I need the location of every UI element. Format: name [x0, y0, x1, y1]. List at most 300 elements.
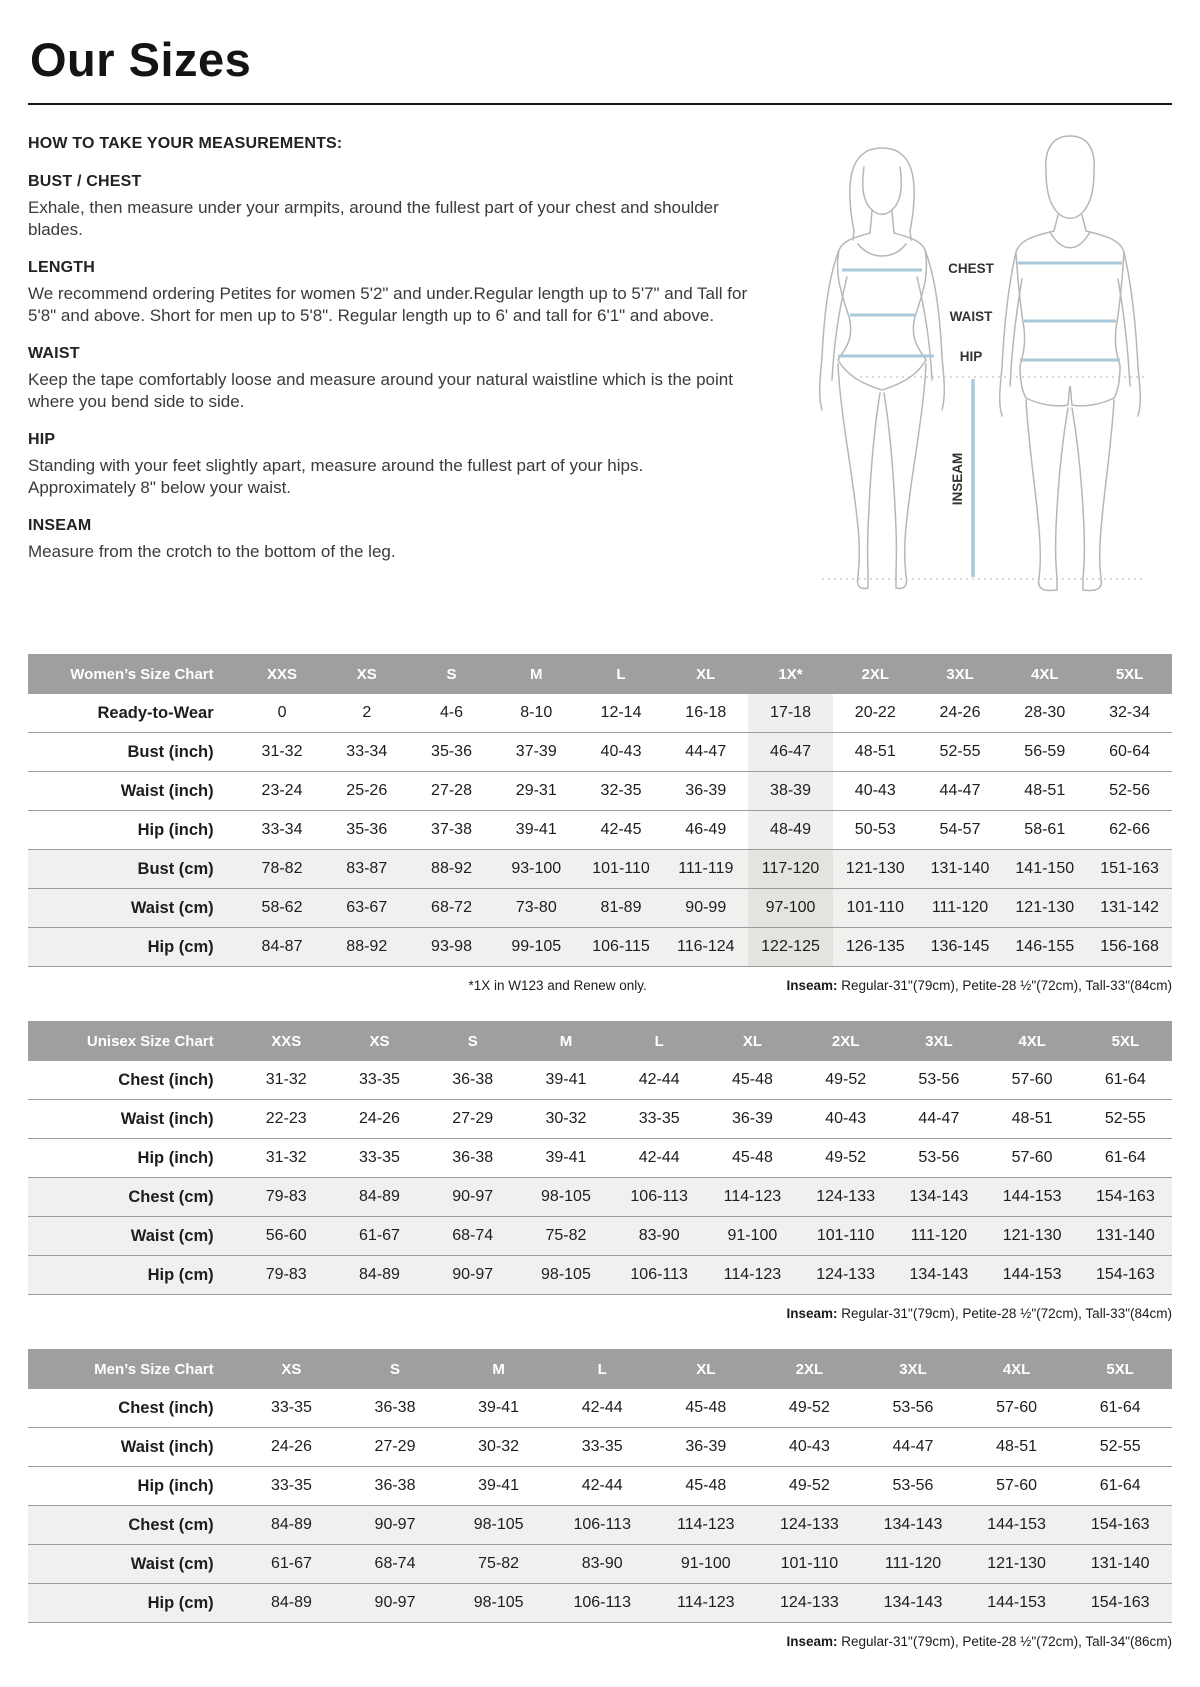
chart-title: Unisex Size Chart	[28, 1021, 240, 1061]
measurement-cell: 61-67	[270, 1555, 312, 1572]
measurement-cell: 36-39	[685, 1438, 727, 1455]
size-column-header: 4XL	[1002, 654, 1087, 694]
measurement-cell: 45-48	[731, 1071, 773, 1088]
instruction-body: We recommend ordering Petites for women 5'2" and under.Regular length up to 5'7" and Tall for 5'8" and above. Short for men up to 5'8". Regular length up to 6' and tall for 6'1" and above.	[28, 283, 748, 326]
measurement-cell: 24-26	[270, 1438, 312, 1455]
measurement-cell: 144-153	[987, 1594, 1046, 1611]
measurement-cell: 4-6	[439, 704, 464, 721]
measurement-cell: 154-163	[1090, 1594, 1150, 1611]
measurement-cell: 75-82	[545, 1227, 587, 1244]
measurement-cell: 151-163	[1100, 860, 1159, 877]
measurement-cell: 49-52	[825, 1071, 867, 1088]
table-row	[28, 928, 1172, 967]
table-row	[28, 1178, 1172, 1217]
instruction-waist	[28, 345, 754, 414]
measurement-cell: 90-97	[452, 1188, 494, 1205]
measurement-cell: 106-113	[630, 1188, 688, 1205]
measurement-cell: 33-35	[359, 1149, 400, 1166]
measurement-cell: 31-32	[265, 1071, 307, 1088]
measurement-cell: 101-110	[592, 860, 650, 877]
mens-chart-footnotes	[28, 1634, 1172, 1651]
measurement-cell: 23-24	[261, 782, 303, 799]
row-label: Hip (cm)	[147, 937, 214, 956]
table-row	[28, 1584, 1172, 1623]
measurement-cell: 57-60	[996, 1477, 1038, 1494]
instruction-title: INSEAM	[28, 516, 92, 534]
measurement-cell: 83-90	[638, 1227, 680, 1244]
measurement-cell: 53-56	[892, 1399, 934, 1416]
measurement-cell: 0	[277, 704, 287, 721]
measurement-cell: 73-80	[515, 899, 557, 916]
measurement-cell: 31-32	[261, 743, 303, 760]
table-row	[28, 811, 1172, 850]
instruction-body: Measure from the crotch to the bottom of the leg.	[28, 541, 396, 561]
table-row	[28, 1389, 1172, 1428]
size-column-header: XL	[654, 1349, 758, 1389]
measurement-cell: 52-55	[939, 743, 981, 760]
table-row	[28, 1061, 1172, 1100]
measurement-cell: 84-89	[270, 1516, 312, 1533]
size-column-header: S	[409, 654, 494, 694]
measurement-cell: 36-39	[731, 1110, 773, 1127]
row-label: Waist (cm)	[130, 1226, 214, 1245]
measurement-cell: 114-123	[677, 1594, 735, 1611]
measurement-cell: 156-168	[1100, 938, 1159, 955]
measurement-cell: 35-36	[431, 743, 472, 760]
measurement-cell: 60-64	[1109, 743, 1151, 760]
womens-size-chart	[28, 654, 1172, 967]
measurement-cell: 111-119	[678, 860, 734, 877]
measurement-cell: 101-110	[816, 1227, 875, 1244]
measurement-cell: 39-41	[478, 1399, 520, 1416]
measurement-cell: 44-47	[892, 1438, 934, 1455]
measurement-cell: 63-67	[346, 899, 388, 916]
size-column-header: 4XL	[965, 1349, 1069, 1389]
inseam-footnote-text: Regular-31"(79cm), Petite-28 ½"(72cm), Tall-33"(84cm)	[837, 1306, 1172, 1321]
measurement-cell: 79-83	[265, 1188, 307, 1205]
measurement-cell: 38-39	[748, 772, 833, 811]
inseam-footnote-text: Regular-31"(79cm), Petite-28 ½"(72cm), Tall-34"(86cm)	[837, 1634, 1172, 1649]
row-label: Hip (inch)	[137, 1476, 214, 1495]
size-column-header: L	[550, 1349, 654, 1389]
measurement-cell: 50-53	[854, 821, 896, 838]
size-column-header: M	[494, 654, 579, 694]
size-column-header: M	[519, 1021, 612, 1061]
measurement-cell: 91-100	[727, 1227, 778, 1244]
unisex-size-chart	[28, 1021, 1172, 1295]
row-label: Hip (inch)	[137, 1148, 214, 1167]
chart-title: Men’s Size Chart	[28, 1349, 240, 1389]
measurement-cell: 154-163	[1096, 1188, 1155, 1205]
measurement-cell: 68-74	[452, 1227, 494, 1244]
measurement-cell: 98-105	[473, 1516, 524, 1533]
size-column-header: XL	[663, 654, 748, 694]
instruction-length	[28, 259, 754, 328]
body-measurement-illustration	[770, 127, 1172, 605]
instruction-hip	[28, 431, 754, 500]
measurement-cell: 12-14	[600, 704, 642, 721]
table-row	[28, 850, 1172, 889]
measurement-cell: 42-45	[600, 821, 642, 838]
measurement-cell: 99-105	[511, 938, 562, 955]
measurement-cell: 61-64	[1104, 1071, 1146, 1088]
inseam-footnote-text: Regular-31"(79cm), Petite-28 ½"(72cm), Tall-33"(84cm)	[837, 978, 1172, 993]
measurement-cell: 124-133	[816, 1188, 875, 1205]
measurement-cell: 101-110	[780, 1555, 839, 1572]
measurement-cell: 24-26	[359, 1110, 400, 1127]
womens-chart-footnotes	[28, 978, 1172, 995]
measurement-cell: 39-41	[545, 1071, 587, 1088]
measurement-cell: 42-44	[638, 1071, 680, 1088]
size-column-header: XL	[706, 1021, 799, 1061]
measurement-cell: 48-51	[1024, 782, 1066, 799]
measurement-cell: 124-133	[816, 1266, 875, 1283]
row-label: Waist (inch)	[120, 1109, 214, 1128]
measurement-cell: 75-82	[478, 1555, 520, 1572]
measurement-cell: 44-47	[918, 1110, 960, 1127]
one-x-footnote: *1X in W123 and Renew only.	[468, 978, 647, 993]
measurement-cell: 126-135	[845, 938, 905, 955]
chart-title: Women’s Size Chart	[28, 654, 240, 694]
measurement-cell: 114-123	[677, 1516, 735, 1533]
measurement-cell: 121-130	[987, 1555, 1046, 1572]
measurement-cell: 88-92	[346, 938, 388, 955]
title-divider	[28, 103, 1172, 105]
measurement-cell: 144-153	[1002, 1266, 1062, 1283]
measurement-cell: 93-100	[511, 860, 562, 877]
measurement-cell: 25-26	[346, 782, 388, 799]
measurement-cell: 37-39	[515, 743, 557, 760]
measurement-cell: 131-140	[1096, 1227, 1155, 1244]
measurement-cell: 122-125	[748, 928, 833, 967]
page-title: Our Sizes	[30, 33, 252, 86]
header-row	[28, 1349, 1172, 1389]
measurement-cell: 101-110	[846, 899, 905, 916]
measurement-cell: 29-31	[515, 782, 557, 799]
row-label: Bust (cm)	[137, 859, 214, 878]
table-row	[28, 772, 1172, 811]
measurement-cell: 154-163	[1090, 1516, 1150, 1533]
measurement-cell: 24-26	[939, 704, 981, 721]
row-label: Chest (inch)	[118, 1398, 214, 1417]
measurement-cell: 52-56	[1109, 782, 1151, 799]
instruction-bust-chest	[28, 173, 754, 242]
measurement-cell: 57-60	[1011, 1071, 1053, 1088]
measurement-cell: 49-52	[825, 1149, 867, 1166]
measurement-cell: 28-30	[1024, 704, 1066, 721]
measurement-cell: 106-113	[630, 1266, 688, 1283]
measurement-cell: 40-43	[825, 1110, 867, 1127]
instruction-title: WAIST	[28, 344, 80, 362]
diagram-label-chest: CHEST	[948, 261, 994, 276]
size-column-header: 5XL	[1087, 654, 1172, 694]
instruction-title: BUST / CHEST	[28, 173, 142, 190]
measurement-cell: 131-140	[1090, 1555, 1150, 1572]
measurement-cell: 53-56	[918, 1071, 960, 1088]
row-label: Hip (inch)	[137, 820, 214, 839]
measurement-cell: 124-133	[780, 1516, 839, 1533]
size-column-header: XS	[333, 1021, 426, 1061]
measurement-cell: 8-10	[520, 704, 553, 721]
measurement-cell: 27-29	[374, 1438, 416, 1455]
size-charts	[28, 654, 1172, 1651]
table-row	[28, 1545, 1172, 1584]
measurement-cell: 117-120	[748, 850, 833, 889]
measurement-cell: 62-66	[1109, 821, 1151, 838]
measurement-cell: 53-56	[892, 1477, 934, 1494]
measurement-cell: 134-143	[909, 1188, 969, 1205]
table-row	[28, 889, 1172, 928]
table-row	[28, 1256, 1172, 1295]
row-label: Chest (cm)	[128, 1515, 214, 1534]
measurement-cell: 141-150	[1015, 860, 1075, 877]
inseam-footnote	[786, 1634, 1172, 1649]
measurement-cell: 39-41	[515, 821, 557, 838]
measurement-cell: 58-61	[1024, 821, 1066, 838]
measurement-cell: 35-36	[346, 821, 388, 838]
measurement-cell: 49-52	[788, 1477, 830, 1494]
measurement-cell: 61-64	[1099, 1399, 1141, 1416]
measurement-cell: 93-98	[431, 938, 472, 955]
measurement-cell: 131-140	[930, 860, 990, 877]
measurement-cell: 33-35	[581, 1438, 623, 1455]
measurement-cell: 90-97	[452, 1266, 494, 1283]
women-size-table	[28, 654, 1172, 967]
measurement-cell: 97-100	[748, 889, 833, 928]
instruction-title: LENGTH	[28, 258, 95, 276]
measurement-cell: 106-115	[592, 938, 650, 955]
measurement-cell: 45-48	[731, 1149, 773, 1166]
measurement-cell: 58-62	[261, 899, 303, 916]
measurement-cell: 33-35	[270, 1399, 312, 1416]
measurement-cell: 98-105	[541, 1266, 591, 1283]
size-column-header: 3XL	[892, 1021, 985, 1061]
size-column-header: XS	[240, 1349, 344, 1389]
size-column-header: 2XL	[758, 1349, 862, 1389]
diagram-label-inseam: INSEAM	[950, 452, 965, 506]
inseam-footnote	[786, 1306, 1172, 1321]
size-column-header: 3XL	[861, 1349, 965, 1389]
measurement-cell: 111-120	[884, 1555, 942, 1572]
measurement-cell: 56-60	[265, 1227, 307, 1244]
size-column-header: XXS	[240, 1021, 333, 1061]
size-column-header: 2XL	[799, 1021, 892, 1061]
men-size-table	[28, 1349, 1172, 1623]
unisex-chart-footnotes	[28, 1306, 1172, 1323]
table-row	[28, 1139, 1172, 1178]
measurement-cell: 83-90	[581, 1555, 623, 1572]
size-column-header: S	[343, 1349, 447, 1389]
measurement-cell: 22-23	[265, 1110, 307, 1127]
measurement-cell: 84-89	[359, 1266, 400, 1283]
measurement-cell: 106-113	[573, 1594, 631, 1611]
mens-size-chart	[28, 1349, 1172, 1623]
measurement-cell: 45-48	[685, 1399, 727, 1416]
size-column-header: 5XL	[1079, 1021, 1172, 1061]
inseam-footnote-label: Inseam:	[786, 1306, 838, 1321]
measurement-cell: 83-87	[346, 860, 388, 877]
measurement-cell: 46-49	[685, 821, 727, 838]
row-label: Chest (inch)	[118, 1070, 214, 1089]
measurement-cell: 45-48	[685, 1477, 727, 1494]
measurement-cell: 27-29	[452, 1110, 494, 1127]
measurement-cell: 61-64	[1099, 1477, 1141, 1494]
instruction-body: Exhale, then measure under your armpits, around the fullest part of your chest and shoulder blades.	[28, 198, 719, 240]
measurement-cell: 144-153	[1002, 1188, 1062, 1205]
measurement-cell: 90-97	[374, 1516, 416, 1533]
measurement-cell: 121-130	[845, 860, 905, 877]
male-figure-outline	[1000, 136, 1141, 591]
measurement-cell: 68-74	[374, 1555, 416, 1572]
size-column-header: 2XL	[833, 654, 918, 694]
measurement-cell: 39-41	[478, 1477, 520, 1494]
table-row	[28, 1506, 1172, 1545]
row-label: Waist (inch)	[120, 1437, 214, 1456]
measurement-cell: 134-143	[909, 1266, 969, 1283]
measurement-cell: 57-60	[1011, 1149, 1053, 1166]
table-row	[28, 1217, 1172, 1256]
measurement-cell: 30-32	[478, 1438, 520, 1455]
measurement-cell: 36-38	[374, 1399, 416, 1416]
measurement-cell: 146-155	[1015, 938, 1075, 955]
row-label: Bust (inch)	[127, 742, 214, 761]
measurement-cell: 48-49	[748, 811, 833, 850]
measurement-cell: 121-130	[1002, 1227, 1062, 1244]
table-row	[28, 694, 1172, 733]
measurement-cell: 40-43	[854, 782, 896, 799]
measurement-cell: 36-38	[452, 1071, 494, 1088]
measurement-cell: 33-34	[261, 821, 303, 838]
measurement-cell: 17-18	[748, 694, 833, 733]
header-row	[28, 654, 1172, 694]
measurement-cell: 81-89	[600, 899, 642, 916]
measurement-instructions	[28, 131, 754, 610]
table-row	[28, 1467, 1172, 1506]
instruction-body: Standing with your feet slightly apart, measure around the fullest part of your hips. Approximately 8" below your waist.	[28, 455, 644, 498]
measurement-cell: 98-105	[541, 1188, 591, 1205]
female-figure-outline	[820, 148, 945, 589]
measurement-cell: 56-59	[1024, 743, 1066, 760]
measurement-cell: 114-123	[723, 1188, 782, 1205]
measurement-cell: 2	[362, 704, 372, 721]
instruction-inseam	[28, 517, 754, 563]
measurement-cell: 68-72	[431, 899, 472, 916]
measurement-cell: 36-38	[452, 1149, 494, 1166]
measurement-cell: 48-51	[996, 1438, 1038, 1455]
row-label: Ready-to-Wear	[97, 703, 214, 722]
table-row	[28, 1428, 1172, 1467]
header-row	[28, 1021, 1172, 1061]
measurement-cell: 88-92	[431, 860, 472, 877]
diagram-label-hip: HIP	[959, 349, 983, 364]
inseam-footnote-label: Inseam:	[786, 978, 838, 993]
measurement-cell: 79-83	[265, 1266, 307, 1283]
measurement-cell: 33-35	[270, 1477, 312, 1494]
size-column-header: S	[426, 1021, 519, 1061]
measurement-cell: 84-89	[270, 1594, 312, 1611]
size-column-header: 4XL	[986, 1021, 1079, 1061]
measurement-cell: 44-47	[939, 782, 981, 799]
measurement-cell: 111-120	[931, 899, 989, 916]
measurement-cell: 33-34	[346, 743, 388, 760]
measurement-cell: 37-38	[431, 821, 472, 838]
measurement-guide-section	[28, 131, 1172, 610]
measurement-cell: 154-163	[1096, 1266, 1155, 1283]
measurement-cell: 136-145	[930, 938, 990, 955]
measurement-cell: 121-130	[1015, 899, 1075, 916]
size-column-header: L	[613, 1021, 706, 1061]
measurement-cell: 46-47	[748, 733, 833, 772]
inseam-footnote-label: Inseam:	[786, 1634, 838, 1649]
measurement-cell: 52-55	[1104, 1110, 1146, 1127]
measurement-cell: 33-35	[359, 1071, 400, 1088]
row-label: Hip (cm)	[147, 1593, 214, 1612]
measurement-cell: 32-34	[1109, 704, 1151, 721]
measurement-cell: 40-43	[788, 1438, 830, 1455]
measurement-cell: 78-82	[261, 860, 303, 877]
measurement-cell: 42-44	[638, 1149, 680, 1166]
measurement-cell: 36-38	[374, 1477, 416, 1494]
size-column-header: M	[447, 1349, 551, 1389]
row-label: Chest (cm)	[128, 1187, 214, 1206]
measurement-cell: 116-124	[677, 938, 735, 955]
measurement-cell: 124-133	[780, 1594, 839, 1611]
measurement-cell: 106-113	[573, 1516, 631, 1533]
measurement-cell: 144-153	[987, 1516, 1046, 1533]
table-row	[28, 1100, 1172, 1139]
measurement-cell: 20-22	[854, 704, 896, 721]
measurement-cell: 114-123	[723, 1266, 782, 1283]
measurement-cell: 57-60	[996, 1399, 1038, 1416]
measurement-cell: 39-41	[545, 1149, 587, 1166]
measurement-cell: 134-143	[883, 1516, 943, 1533]
measurement-cell: 111-120	[910, 1227, 968, 1244]
unisex-size-table	[28, 1021, 1172, 1295]
measurement-cell: 16-18	[685, 704, 727, 721]
body-measurement-diagram	[770, 127, 1172, 610]
measurement-cell: 84-87	[261, 938, 303, 955]
instruction-body: Keep the tape comfortably loose and measure around your natural waistline which is the point where you bend side to side.	[28, 369, 733, 412]
row-label: Waist (cm)	[130, 898, 214, 917]
measurement-cell: 40-43	[600, 743, 642, 760]
inseam-footnote	[786, 978, 1172, 993]
measurement-cell: 49-52	[788, 1399, 830, 1416]
size-column-header: 5XL	[1068, 1349, 1172, 1389]
row-label: Waist (inch)	[120, 781, 214, 800]
size-column-header: 3XL	[918, 654, 1003, 694]
measurement-cell: 84-89	[359, 1188, 400, 1205]
row-label: Hip (cm)	[147, 1265, 214, 1284]
measurement-cell: 44-47	[685, 743, 727, 760]
measurement-cell: 61-67	[359, 1227, 400, 1244]
size-column-header: XS	[324, 654, 409, 694]
measurement-cell: 91-100	[680, 1555, 731, 1572]
measurement-cell: 98-105	[473, 1594, 524, 1611]
measurement-cell: 90-99	[685, 899, 727, 916]
measurement-cell: 31-32	[265, 1149, 307, 1166]
measurement-cell: 32-35	[600, 782, 642, 799]
size-column-header: L	[579, 654, 664, 694]
size-column-header: XXS	[240, 654, 325, 694]
measurement-cell: 61-64	[1104, 1149, 1146, 1166]
diagram-label-waist: WAIST	[949, 309, 993, 324]
instruction-title: HIP	[28, 430, 56, 448]
row-label: Waist (cm)	[130, 1554, 214, 1573]
measurement-cell: 42-44	[581, 1477, 623, 1494]
measurement-cell: 90-97	[374, 1594, 416, 1611]
instructions-heading: HOW TO TAKE YOUR MEASUREMENTS:	[28, 135, 343, 152]
measurement-cell: 134-143	[883, 1594, 943, 1611]
